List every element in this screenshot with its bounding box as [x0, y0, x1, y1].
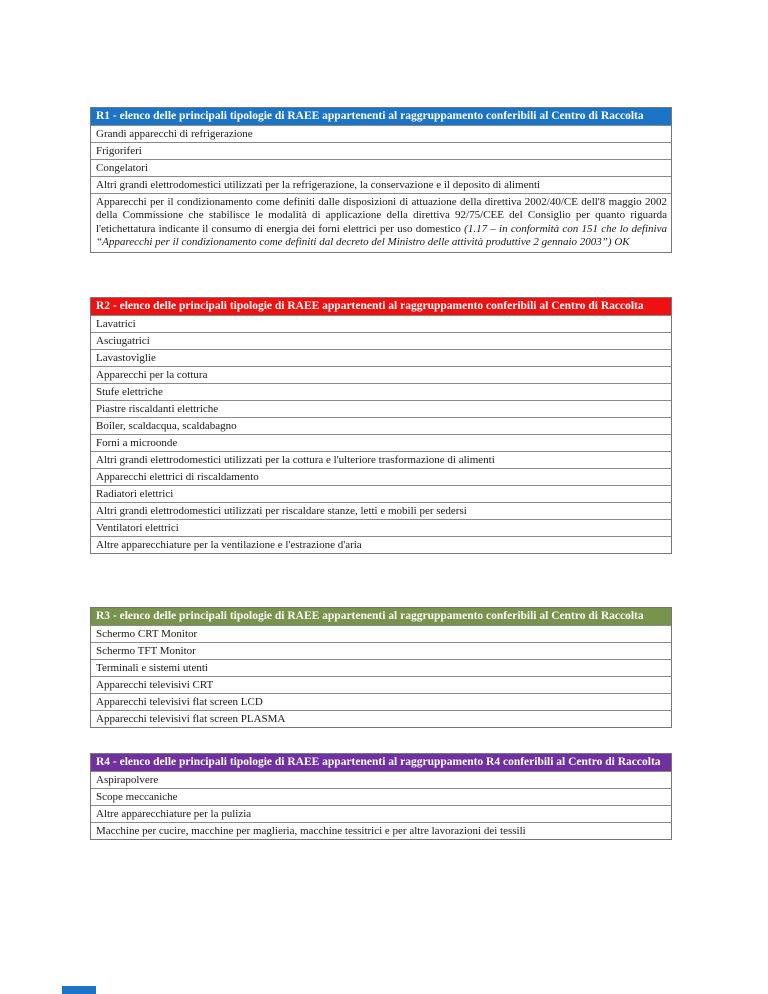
row-text: Piastre riscaldanti elettriche — [96, 402, 219, 415]
table-row — [91, 771, 671, 788]
row-text: Altri grandi elettrodomestici utilizzati per la refrigerazione, la conservazione e il deposito di alimenti — [96, 179, 541, 191]
table-row — [91, 332, 671, 349]
table-row — [91, 676, 671, 693]
row-text: Radiatori elettrici — [96, 487, 174, 500]
table-row — [91, 642, 671, 659]
table-row — [91, 693, 671, 710]
table-row — [91, 822, 671, 839]
table-row — [91, 383, 671, 400]
row-text: Macchine per cucire, macchine per maglieria, macchine tessitrici e per altre lavorazioni dei tessili — [96, 824, 526, 837]
table-row — [91, 625, 671, 642]
raee-table-r3 — [90, 607, 672, 728]
table-row — [91, 400, 671, 417]
raee-table-r2 — [90, 297, 672, 554]
table-header-r1: R1 - elenco delle principali tipologie di RAEE appartenenti al raggruppamento conferibili al Centro di Raccolta — [91, 108, 671, 125]
table-row — [91, 417, 671, 434]
row-text: Schermo TFT Monitor — [96, 644, 196, 657]
row-text: Asciugatrici — [96, 334, 150, 347]
table-row — [91, 451, 671, 468]
row-text: Frigoriferi — [96, 145, 142, 157]
table-row — [91, 805, 671, 822]
table-row — [91, 468, 671, 485]
table-row — [91, 159, 671, 176]
table-header-r3: R3 - elenco delle principali tipologie di RAEE appartenenti al raggruppamento conferibili al Centro di Raccolta — [91, 608, 671, 625]
row-text: Apparecchi elettrici di riscaldamento — [96, 470, 259, 483]
table-row — [91, 125, 671, 142]
row-text: Congelatori — [96, 162, 148, 174]
raee-table-r1 — [90, 107, 672, 253]
table-row — [91, 366, 671, 383]
row-text: Altri grandi elettrodomestici utilizzati per la cottura e l'ulteriore trasformazione di alimenti — [96, 453, 495, 466]
table-header-r2: R2 - elenco delle principali tipologie di RAEE appartenenti al raggruppamento conferibili al Centro di Raccolta — [91, 298, 671, 315]
row-text: Apparecchi televisivi flat screen LCD — [96, 695, 263, 708]
row-text: Lavastoviglie — [96, 351, 156, 364]
row-text: Grandi apparecchi di refrigerazione — [96, 128, 253, 140]
table-header-r4: R4 - elenco delle principali tipologie di RAEE appartenenti al raggruppamento R4 conferibili al Centro di Raccolta — [91, 754, 671, 771]
table-row — [91, 519, 671, 536]
tables-container — [90, 107, 672, 840]
row-text: Stufe elettriche — [96, 385, 163, 398]
table-row — [91, 193, 671, 252]
table-row — [91, 536, 671, 553]
table-row — [91, 659, 671, 676]
row-text: Altre apparecchiature per la ventilazione e l'estrazione d'aria — [96, 538, 362, 551]
table-row — [91, 710, 671, 727]
row-text: Apparecchi per la cottura — [96, 368, 208, 381]
table-row — [91, 788, 671, 805]
row-text: Altri grandi elettrodomestici utilizzati per riscaldare stanze, letti e mobili per sedersi — [96, 504, 467, 517]
next-page-partial-header — [62, 986, 96, 994]
row-text: Altre apparecchiature per la pulizia — [96, 807, 252, 820]
table-row — [91, 176, 671, 193]
row-text: Ventilatori elettrici — [96, 521, 179, 534]
row-text: Boiler, scaldacqua, scaldabagno — [96, 419, 237, 432]
row-text: Scope meccaniche — [96, 790, 178, 803]
row-text: Schermo CRT Monitor — [96, 627, 198, 640]
row-text-italic: (1.17 – in conformità con 151 che lo definiva “Apparecchi per il condizionamento come definiti dal decreto del Ministro delle attività produttive 2 gennaio 2003”) OK — [96, 222, 667, 249]
row-text: Apparecchi per il condizionamento come definiti dalle disposizioni di attuazione della direttiva 2002/40/CE dell'8 maggio 2002 della Commissione che stabilisce le modalità di applicazione della direttiva 92/75/CEE del Consiglio per quanto riguarda l'etichettatura indicante il consumo di energia dei forni elettrici per uso domestico — [96, 196, 667, 235]
table-row — [91, 142, 671, 159]
row-text: Lavatrici — [96, 317, 136, 330]
table-row — [91, 434, 671, 451]
row-text: Apparecchi televisivi CRT — [96, 678, 214, 691]
raee-table-r4 — [90, 753, 672, 840]
table-row — [91, 485, 671, 502]
row-text: Forni a microonde — [96, 436, 178, 449]
table-row — [91, 349, 671, 366]
table-row — [91, 502, 671, 519]
table-row — [91, 315, 671, 332]
row-text: Aspirapolvere — [96, 773, 159, 786]
row-text: Terminali e sistemi utenti — [96, 661, 208, 674]
row-text: Apparecchi televisivi flat screen PLASMA — [96, 712, 286, 725]
